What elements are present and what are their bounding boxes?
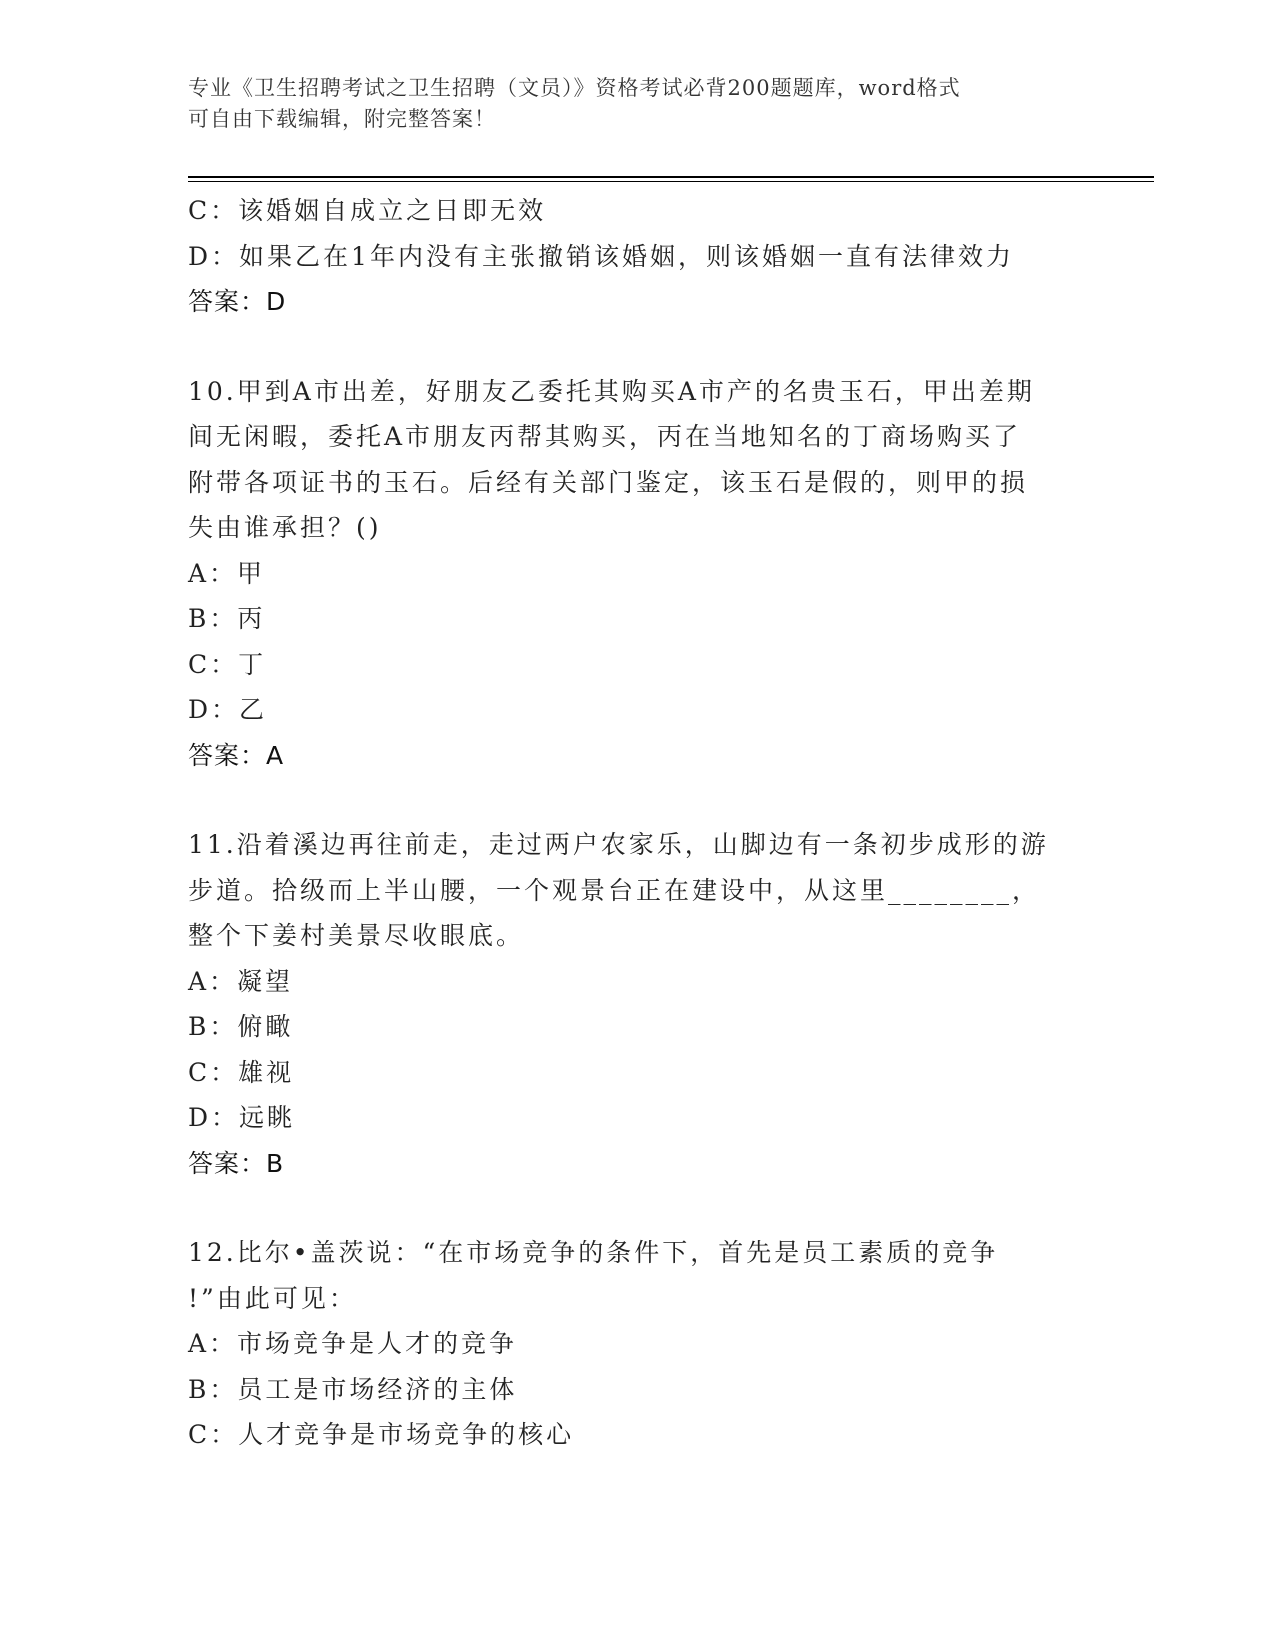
spacer [188,1186,1088,1230]
question-stem: 12.比尔•盖茨说：“在市场竞争的条件下，首先是员工素质的竞争 [188,1238,999,1267]
option-c: C：丁 [188,649,267,679]
answer-label: 答案：A [188,740,285,770]
option-c: C：该婚姻自成立之日即无效 [188,196,547,225]
header-line-2: 可自由下载编辑，附完整答案！ [188,107,496,131]
option-b: B：丙 [188,604,266,633]
answer-label: 答案：B [188,1148,285,1178]
question-stem: 失由谁承担？() [188,513,382,542]
option-a: A：凝望 [188,966,294,996]
spacer [188,778,1088,822]
option-d: D：乙 [188,695,268,724]
question-stem: 间无闲暇，委托A市朋友丙帮其购买，丙在当地知名的丁商场购买了 [188,422,1022,451]
question-stem: 步道。拾级而上半山腰，一个观景台正在建设中，从这里________， [188,875,1041,905]
option-b: B：员工是市场经济的主体 [188,1374,518,1404]
option-c: C：人才竞争是市场竞争的核心 [188,1420,575,1449]
question-10 [188,369,1088,779]
option-b: B：俯瞰 [188,1012,294,1041]
question-stem: !”由此可见： [188,1283,357,1313]
answer-label: 答案：D [188,287,287,316]
question-12 [188,1230,1088,1458]
header-line-1: 专业《卫生招聘考试之卫生招聘（文员）》资格考试必背200题题库，word格式 [188,76,961,100]
question-list [188,188,1088,1458]
question-11 [188,822,1088,1186]
question-stem: 10.甲到A市出差，好朋友乙委托其购买A市产的名贵玉石，甲出差期 [188,376,1035,406]
page-header [188,73,1068,135]
option-d: D：如果乙在1年内没有主张撤销该婚姻，则该婚姻一直有法律效力 [188,241,1014,271]
option-c: C：雄视 [188,1057,295,1087]
option-a: A：甲 [188,558,266,588]
spacer [188,325,1088,369]
question-stem: 附带各项证书的玉石。后经有关部门鉴定，该玉石是假的，则甲的损 [188,467,1029,497]
question-9-tail [188,188,1088,325]
question-stem: 整个下姜村美景尽收眼底。 [188,921,525,950]
option-a: A：市场竞争是人才的竞争 [188,1329,518,1358]
option-d: D：远眺 [188,1103,296,1132]
header-divider-thick [188,176,1154,178]
header-divider-thin [188,181,1154,182]
question-stem: 11.沿着溪边再往前走，走过两户农家乐，山脚边有一条初步成形的游 [188,830,1049,859]
